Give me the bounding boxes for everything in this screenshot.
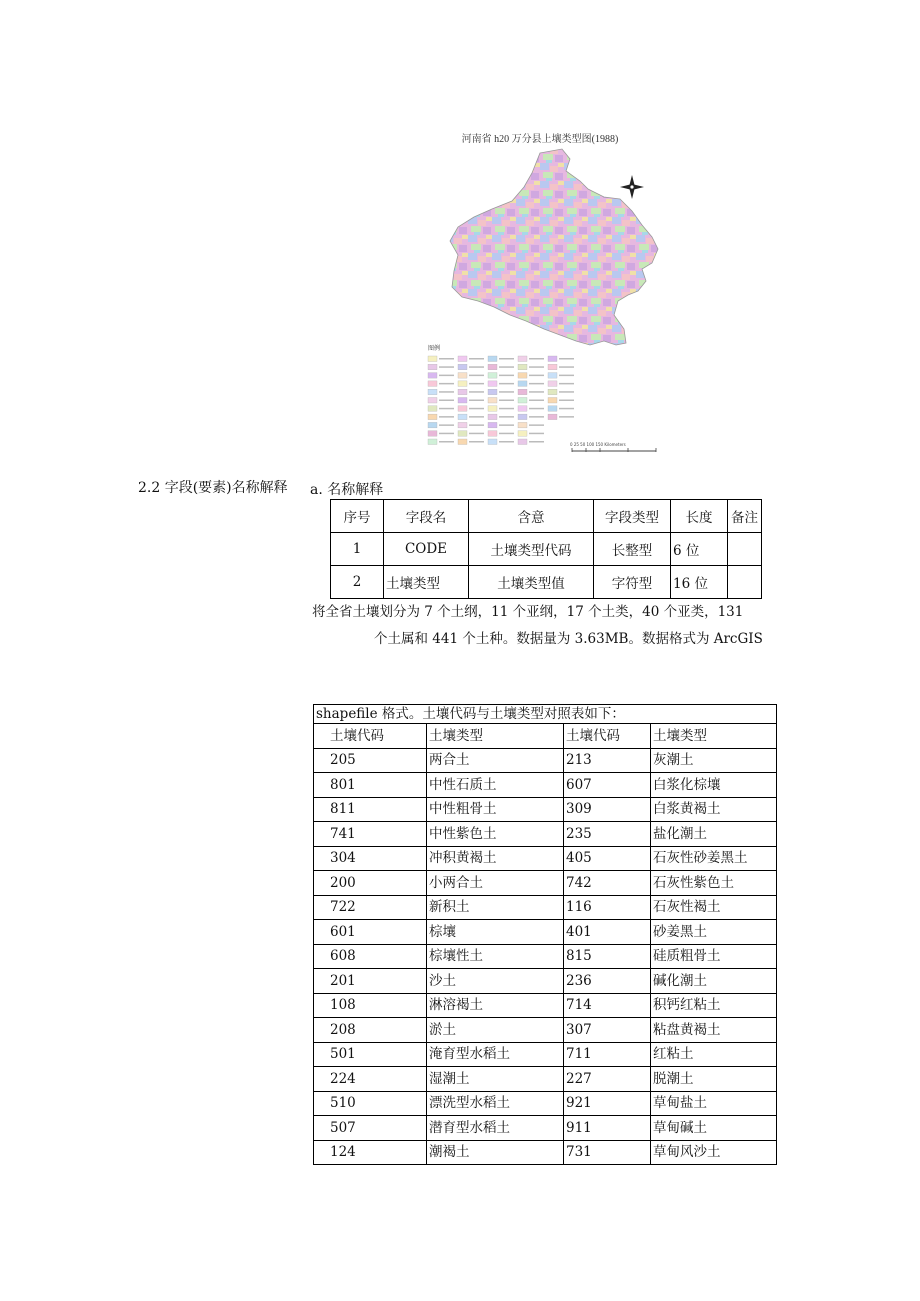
legend-label-mark <box>439 416 454 418</box>
legend-swatch <box>458 406 467 412</box>
legend-label-mark <box>499 358 514 360</box>
legend-label-mark <box>499 408 514 410</box>
legend-swatch <box>548 364 557 370</box>
legend-swatch <box>518 364 527 370</box>
soil-code-table <box>313 704 777 1165</box>
legend-label-mark <box>439 408 454 410</box>
legend-swatch <box>548 373 557 379</box>
legend-label-mark <box>499 416 514 418</box>
table-row <box>314 920 777 945</box>
legend-label-mark <box>469 416 484 418</box>
table-cell: 硅质粗骨土 <box>651 944 777 969</box>
paragraph-line: 个土属和 441 个土种。数据量为 3.63MB。数据格式为 ArcGIS <box>374 631 763 647</box>
table-cell: 积钙红粘土 <box>651 993 777 1018</box>
table-cell: 长整型 <box>594 533 671 566</box>
legend-swatch <box>518 414 527 420</box>
table-cell: 124 <box>314 1140 427 1165</box>
legend-label-mark <box>469 391 484 393</box>
header-cell: 土壤代码 <box>564 724 651 749</box>
legend-label-mark <box>529 383 544 385</box>
legend-label-mark <box>439 441 454 443</box>
table-cell: 108 <box>314 993 427 1018</box>
legend-label-mark <box>529 366 544 368</box>
table-cell: 501 <box>314 1042 427 1067</box>
legend-swatch <box>518 381 527 387</box>
legend-label-mark <box>529 441 544 443</box>
table-row <box>314 1091 777 1116</box>
table-cell: 石灰性砂姜黑土 <box>651 846 777 871</box>
header-cell: 序号 <box>331 500 384 533</box>
table-cell: 911 <box>564 1116 651 1141</box>
table-cell: 213 <box>564 748 651 773</box>
legend-swatch <box>518 406 527 412</box>
table-cell: 粘盘黄褐土 <box>651 1018 777 1043</box>
table-cell: 小两合土 <box>427 871 564 896</box>
province-shape <box>420 145 670 355</box>
legend-label-mark <box>469 433 484 435</box>
table-row <box>314 1116 777 1141</box>
table-cell: 205 <box>314 748 427 773</box>
legend-swatch <box>458 398 467 404</box>
legend-swatch <box>428 414 437 420</box>
table-caption: shapefile 格式。土壤代码与土壤类型对照表如下： <box>314 705 777 724</box>
table-cell: 字符型 <box>594 566 671 599</box>
legend-label-mark <box>499 441 514 443</box>
table-cell: 405 <box>564 846 651 871</box>
legend-label-mark <box>469 441 484 443</box>
legend-label-mark <box>469 366 484 368</box>
legend-swatch <box>488 406 497 412</box>
legend-swatch <box>428 406 437 412</box>
table-cell: 722 <box>314 895 427 920</box>
legend-swatch <box>518 389 527 395</box>
legend-label-mark <box>529 424 544 426</box>
legend-title: 图例 <box>428 345 441 352</box>
legend-label-mark <box>439 375 454 377</box>
legend-swatch <box>488 439 497 445</box>
legend-label-mark <box>559 391 574 393</box>
table-cell: 401 <box>564 920 651 945</box>
table-cell: 2 <box>331 566 384 599</box>
legend-label-mark <box>439 433 454 435</box>
header-cell: 字段名 <box>384 500 469 533</box>
table-row <box>314 773 777 798</box>
table-cell: 白浆化棕壤 <box>651 773 777 798</box>
table-cell: 新积土 <box>427 895 564 920</box>
legend-swatch <box>488 431 497 437</box>
table-cell: 潮褐土 <box>427 1140 564 1165</box>
legend-label-mark <box>499 433 514 435</box>
table-cell: 草甸盐土 <box>651 1091 777 1116</box>
table-row <box>314 748 777 773</box>
table-cell: 沙土 <box>427 969 564 994</box>
table-cell: 两合土 <box>427 748 564 773</box>
legend-label-mark <box>439 391 454 393</box>
legend-swatch <box>458 381 467 387</box>
legend-swatch <box>488 373 497 379</box>
legend-swatch <box>428 373 437 379</box>
legend-swatch <box>458 364 467 370</box>
legend-label-mark <box>559 408 574 410</box>
legend-swatch <box>548 398 557 404</box>
table-row <box>314 895 777 920</box>
legend-swatch <box>428 431 437 437</box>
legend-label-mark <box>529 358 544 360</box>
legend-label-mark <box>559 400 574 402</box>
legend-swatch <box>458 389 467 395</box>
section-label: 2.2 字段(要素)名称解释 <box>138 480 288 496</box>
table-row <box>314 969 777 994</box>
table-cell: 棕壤性土 <box>427 944 564 969</box>
legend-swatch <box>428 356 437 362</box>
table-cell: 608 <box>314 944 427 969</box>
table-cell: 741 <box>314 822 427 847</box>
table-cell: 811 <box>314 797 427 822</box>
table-cell: 土壤类型代码 <box>469 533 594 566</box>
legend-label-mark <box>499 391 514 393</box>
table-header-row <box>314 724 777 749</box>
table-cell: 510 <box>314 1091 427 1116</box>
table-cell: 801 <box>314 773 427 798</box>
legend-label-mark <box>469 383 484 385</box>
legend-swatch <box>458 356 467 362</box>
table-cell: 漂洗型水稻土 <box>427 1091 564 1116</box>
legend-label-mark <box>529 391 544 393</box>
legend-swatch <box>518 356 527 362</box>
legend-label-mark <box>499 366 514 368</box>
table-cell: 304 <box>314 846 427 871</box>
legend-swatch <box>518 431 527 437</box>
legend-swatch <box>488 398 497 404</box>
header-cell: 含意 <box>469 500 594 533</box>
legend-label-mark <box>559 375 574 377</box>
legend-swatch <box>488 389 497 395</box>
legend-swatch <box>428 398 437 404</box>
table-cell: 冲积黄褐土 <box>427 846 564 871</box>
header-cell: 土壤代码 <box>314 724 427 749</box>
table-cell: 草甸碱土 <box>651 1116 777 1141</box>
legend-label-mark <box>469 408 484 410</box>
table-cell: 116 <box>564 895 651 920</box>
legend-label-mark <box>439 400 454 402</box>
scale-bar <box>570 442 656 452</box>
legend-label-mark <box>529 375 544 377</box>
legend-swatch <box>428 389 437 395</box>
table-row <box>314 993 777 1018</box>
legend-label-mark <box>529 433 544 435</box>
table-cell: 16 位 <box>671 566 728 599</box>
legend-label-mark <box>439 358 454 360</box>
paragraph-line: 将全省土壤划分为 7 个土纲，11 个亚纲，17 个土类，40 个亚类，131 <box>312 604 744 620</box>
legend-label-mark <box>499 383 514 385</box>
table-cell: 中性紫色土 <box>427 822 564 847</box>
table-row <box>314 1140 777 1165</box>
legend-label-mark <box>559 383 574 385</box>
table-cell: 草甸风沙土 <box>651 1140 777 1165</box>
legend-swatch <box>518 422 527 428</box>
map-title: 河南省 h20 万分县上壤类型图(1988) <box>461 134 619 145</box>
legend-label-mark <box>499 400 514 402</box>
table-cell: 236 <box>564 969 651 994</box>
table-row <box>314 822 777 847</box>
soil-type-map <box>420 145 670 455</box>
legend-label-mark <box>439 366 454 368</box>
scale-label: 0 25 50 100 150 Kilometers <box>570 442 626 447</box>
table-cell: 潜育型水稻土 <box>427 1116 564 1141</box>
table-cell: 1 <box>331 533 384 566</box>
table-row <box>314 1042 777 1067</box>
table-cell: 309 <box>564 797 651 822</box>
legend-swatch <box>428 364 437 370</box>
table-cell <box>728 566 762 599</box>
legend-swatch <box>488 356 497 362</box>
table-row <box>331 533 762 566</box>
legend-label-mark <box>559 358 574 360</box>
table-cell: 淋溶褐土 <box>427 993 564 1018</box>
table-cell: 碱化潮土 <box>651 969 777 994</box>
north-arrow-icon <box>620 175 644 199</box>
table-cell: 6 位 <box>671 533 728 566</box>
table-cell: 714 <box>564 993 651 1018</box>
table-cell: CODE <box>384 533 469 566</box>
legend-swatch <box>548 356 557 362</box>
table-cell: 淤土 <box>427 1018 564 1043</box>
table-cell: 白浆黄褐土 <box>651 797 777 822</box>
table-cell: 盐化潮土 <box>651 822 777 847</box>
table-cell: 815 <box>564 944 651 969</box>
legend-label-mark <box>499 424 514 426</box>
table-row <box>314 1067 777 1092</box>
legend-label-mark <box>559 366 574 368</box>
legend-swatch <box>518 398 527 404</box>
table-cell: 土壤类型值 <box>469 566 594 599</box>
legend-label-mark <box>499 375 514 377</box>
table-cell: 脱潮土 <box>651 1067 777 1092</box>
legend-swatch <box>458 431 467 437</box>
table-cell <box>728 533 762 566</box>
legend-swatch <box>428 381 437 387</box>
table-cell: 224 <box>314 1067 427 1092</box>
table-cell: 731 <box>564 1140 651 1165</box>
table-caption-row <box>314 705 777 724</box>
legend-label-mark <box>529 400 544 402</box>
map-legend <box>428 356 574 445</box>
table-cell: 601 <box>314 920 427 945</box>
legend-swatch <box>488 414 497 420</box>
header-cell: 字段类型 <box>594 500 671 533</box>
table-cell: 200 <box>314 871 427 896</box>
legend-swatch <box>548 389 557 395</box>
legend-label-mark <box>469 358 484 360</box>
legend-swatch <box>548 381 557 387</box>
table-row <box>314 1018 777 1043</box>
legend-label-mark <box>469 400 484 402</box>
table-cell: 土壤类型 <box>384 566 469 599</box>
table-cell: 742 <box>564 871 651 896</box>
table-row <box>314 944 777 969</box>
table-cell: 灰潮土 <box>651 748 777 773</box>
table-cell: 中性粗骨土 <box>427 797 564 822</box>
table-header-row <box>331 500 762 533</box>
table-cell: 227 <box>564 1067 651 1092</box>
table-cell: 235 <box>564 822 651 847</box>
table-row <box>331 566 762 599</box>
table-cell: 607 <box>564 773 651 798</box>
header-cell: 备注 <box>728 500 762 533</box>
legend-label-mark <box>559 416 574 418</box>
table-cell: 711 <box>564 1042 651 1067</box>
legend-swatch <box>548 406 557 412</box>
legend-label-mark <box>469 424 484 426</box>
legend-swatch <box>458 439 467 445</box>
legend-label-mark <box>439 383 454 385</box>
description-paragraph <box>312 599 782 653</box>
field-definition-table <box>330 499 762 599</box>
table-cell: 921 <box>564 1091 651 1116</box>
header-cell: 土壤类型 <box>651 724 777 749</box>
table-cell: 507 <box>314 1116 427 1141</box>
header-cell: 长度 <box>671 500 728 533</box>
legend-swatch <box>458 422 467 428</box>
legend-swatch <box>518 373 527 379</box>
table-cell: 湿潮土 <box>427 1067 564 1092</box>
subsection-label: a. 名称解释 <box>310 482 384 498</box>
legend-swatch <box>488 364 497 370</box>
legend-label-mark <box>439 424 454 426</box>
legend-swatch <box>518 439 527 445</box>
header-cell: 土壤类型 <box>427 724 564 749</box>
table-cell: 石灰性紫色土 <box>651 871 777 896</box>
legend-label-mark <box>469 375 484 377</box>
table-row <box>314 846 777 871</box>
table-row <box>314 797 777 822</box>
table-cell: 石灰性褐土 <box>651 895 777 920</box>
legend-swatch <box>458 373 467 379</box>
table-cell: 红粘土 <box>651 1042 777 1067</box>
legend-swatch <box>488 381 497 387</box>
table-cell: 棕壤 <box>427 920 564 945</box>
legend-label-mark <box>529 408 544 410</box>
legend-swatch <box>428 422 437 428</box>
table-row <box>314 871 777 896</box>
legend-swatch <box>548 414 557 420</box>
table-cell: 中性石质土 <box>427 773 564 798</box>
table-cell: 淹育型水稻土 <box>427 1042 564 1067</box>
legend-swatch <box>428 439 437 445</box>
table-cell: 砂姜黑土 <box>651 920 777 945</box>
table-cell: 201 <box>314 969 427 994</box>
table-cell: 208 <box>314 1018 427 1043</box>
legend-swatch <box>458 414 467 420</box>
table-cell: 307 <box>564 1018 651 1043</box>
legend-label-mark <box>529 416 544 418</box>
legend-swatch <box>488 422 497 428</box>
